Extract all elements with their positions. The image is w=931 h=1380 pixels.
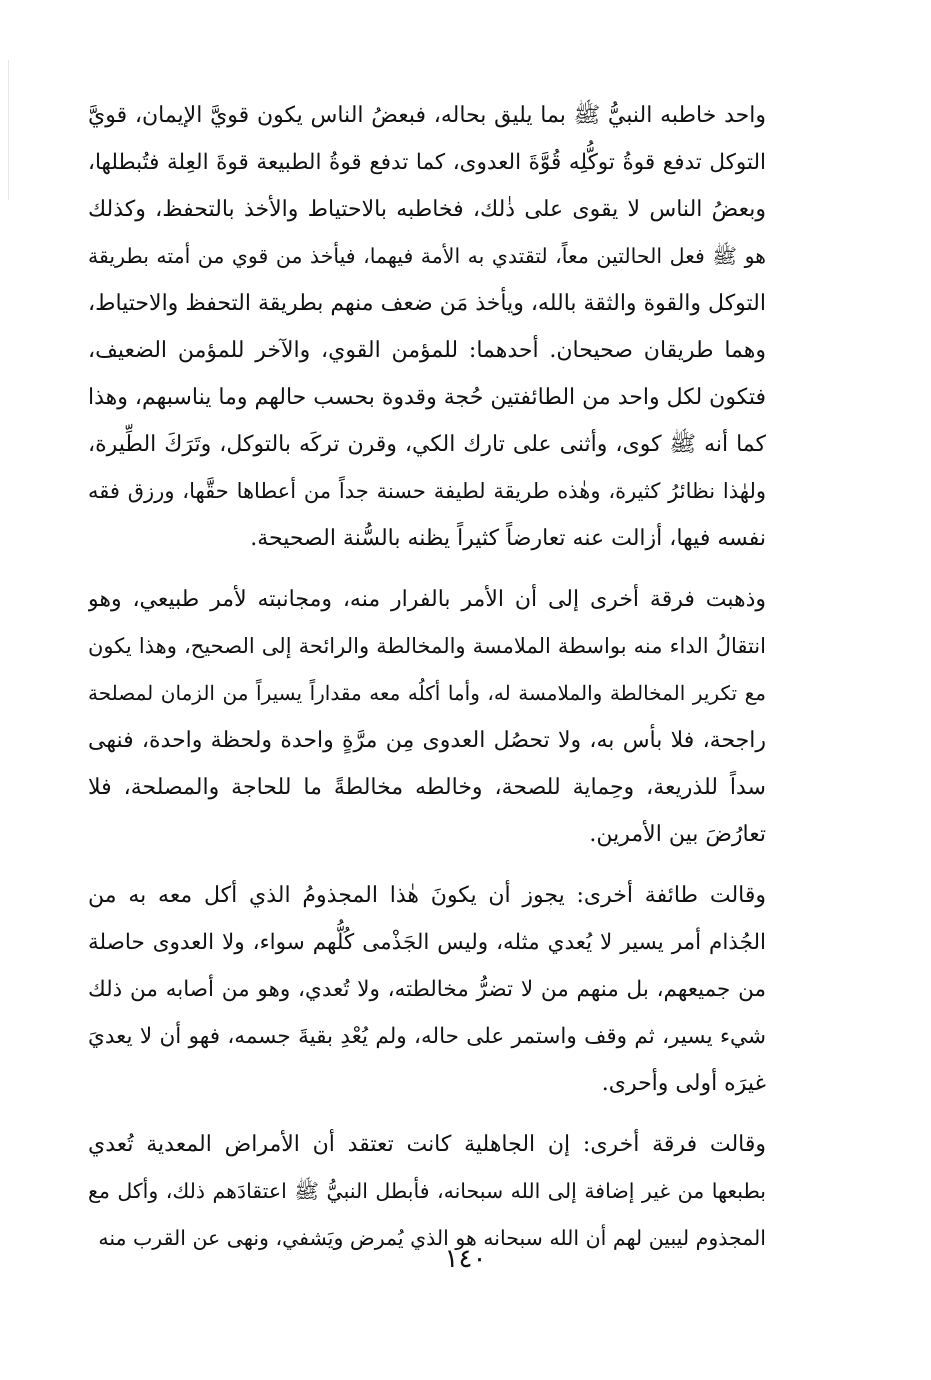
text-line: ولهٰذا نظائرُ كثيرة، وهٰذه طريقة لطيفة حسنة جداً من أعطاها حقَّها، ورزق فقه: [88, 479, 766, 503]
text-line: مع تكرير المخالطة والملامسة له، وأما أكلُه معه مقداراً يسيراً من الزمان لمصلحة: [88, 681, 766, 705]
text-line: وهما طريقان صحيحان. أحدهما: للمؤمن القوي، والآخر للمؤمن الضعيف،: [88, 338, 766, 363]
paragraph-gap: [88, 562, 766, 576]
text-line: انتقالُ الداء منه بواسطة الملامسة والمخالطة والرائحة إلى الصحيح، وهذا يكون: [88, 634, 766, 658]
text-line: التوكل والقوة والثقة بالله، ويأخذ مَن ضعف منهم بطريقة التحفظ والاحتياط،: [88, 291, 766, 316]
text-line: نفسه فيها، أزالت عنه تعارضاً كثيراً يظنه بالسُّنة الصحيحة.: [250, 526, 766, 551]
text-line: راجحة، فلا بأس به، ولا تحصُل العدوى مِن مرَّةٍ واحدة ولحظة واحدة، فنهى: [88, 728, 766, 753]
paragraph: [88, 576, 766, 858]
text-line: وبعضُ الناس لا يقوى على ذٰلك، فخاطبه بالاحتياط والأخذ بالتحفظ، وكذلك: [88, 197, 766, 222]
book-page-text: [88, 92, 766, 1262]
paragraph: [88, 92, 766, 562]
text-line: التوكل تدفع قوةُ توكُّلِه قُوَّةَ العدوى، كما تدفع قوةُ الطبيعة قوةَ العِلة فتُبطلها،: [88, 150, 766, 175]
paragraph-gap: [88, 858, 766, 872]
paragraph: [88, 872, 766, 1107]
text-line: واحد خاطبه النبيُّ ﷺ بما يليق بحاله، فبعضُ الناس يكون قويَّ الإيمان، قويَّ: [88, 103, 766, 128]
text-line: وقالت فرقة أخرى: إن الجاهلية كانت تعتقد أن الأمراض المعدية تُعدي: [88, 1132, 766, 1157]
text-line: وذهبت فرقة أخرى إلى أن الأمر بالفرار منه، ومجانبته لأمر طبيعي، وهو: [88, 587, 766, 612]
text-line: بطبعها من غير إضافة إلى الله سبحانه، فأبطل النبيُّ ﷺ اعتقادَهم ذلك، وأكل مع: [88, 1179, 766, 1203]
paragraph-gap: [88, 1107, 766, 1121]
text-line: من جميعهم، بل منهم من لا تضرُّ مخالطته، ولا تُعدي، وهو من أصابه من ذلك: [88, 977, 766, 1002]
text-line: هو ﷺ فعل الحالتين معاً، لتقتدي به الأمة فيهما، فيأخذ من قوي من أمته بطريقة: [88, 244, 766, 268]
text-line: تعارُضَ بين الأمرين.: [589, 822, 766, 847]
text-line: الجُذام أمر يسير لا يُعدي مثله، وليس الجَذْمى كُلُّهم سواء، ولا العدوى حاصلة: [88, 930, 766, 955]
text-line: سداً للذريعة، وحِماية للصحة، وخالطه مخالطةً ما للحاجة والمصلحة، فلا: [88, 775, 766, 800]
text-line: فتكون لكل واحد من الطائفتين حُجة وقدوة بحسب حالهم وما يناسبهم، وهذا: [88, 385, 766, 410]
page-number: ١٤٠: [444, 1244, 487, 1274]
text-line: وقالت طائفة أخرى: يجوز أن يكونَ هٰذا المجذومُ الذي أكل معه به من: [88, 883, 766, 908]
text-line: شيء يسير، ثم وقف واستمر على حاله، ولم يُعْدِ بقيةَ جسمه، فهو أن لا يعديَ: [88, 1024, 766, 1049]
paragraph: [88, 1121, 766, 1262]
text-line: المجذوم ليبين لهم أن الله سبحانه هو الذي يُمرض ويَشفي، ونهى عن القرب منه: [98, 1226, 766, 1250]
text-line: كما أنه ﷺ كوى، وأثنى على تارك الكي، وقرن تركَه بالتوكل، وتَرَكَ الطِّيرة،: [88, 432, 766, 457]
text-line: غيرَه أولى وأحرى.: [601, 1071, 766, 1096]
scan-edge-mark: [8, 60, 9, 200]
